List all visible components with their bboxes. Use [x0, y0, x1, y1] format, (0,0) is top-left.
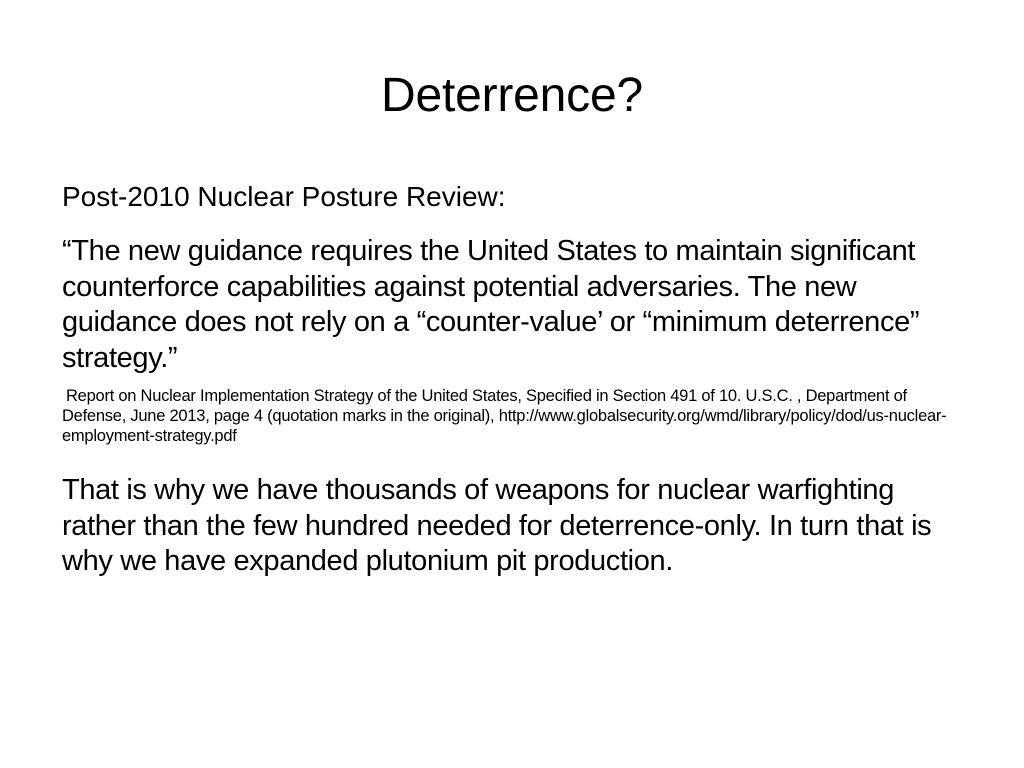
citation-content: Report on Nuclear Implementation Strategy of the United States, Specified in Section 491 of 10. U.S.C. , Department of Defense, June 2013, page 4 (quotation marks in the original), http://www.globalsecurity.org/wmd/library/policy/dod/us-nuclear-employment-strategy.pdf [62, 387, 947, 445]
slide-body [62, 180, 972, 580]
citation-text [62, 386, 972, 446]
guidance-quote: “The new guidance requires the United States to maintain significant counterforce capabilities against potential adversaries. The new guidance does not rely on a “counter-value’ or “minimum deterrence” strategy.” [62, 235, 920, 374]
slide-title: Deterrence? [381, 69, 643, 122]
conclusion-text: That is why we have thousands of weapons for nuclear warfighting rather than the few hundred needed for deterrence-only. In turn that is why we have expanded plutonium pit production. [62, 474, 932, 577]
review-heading: Post-2010 Nuclear Posture Review: [62, 181, 506, 212]
